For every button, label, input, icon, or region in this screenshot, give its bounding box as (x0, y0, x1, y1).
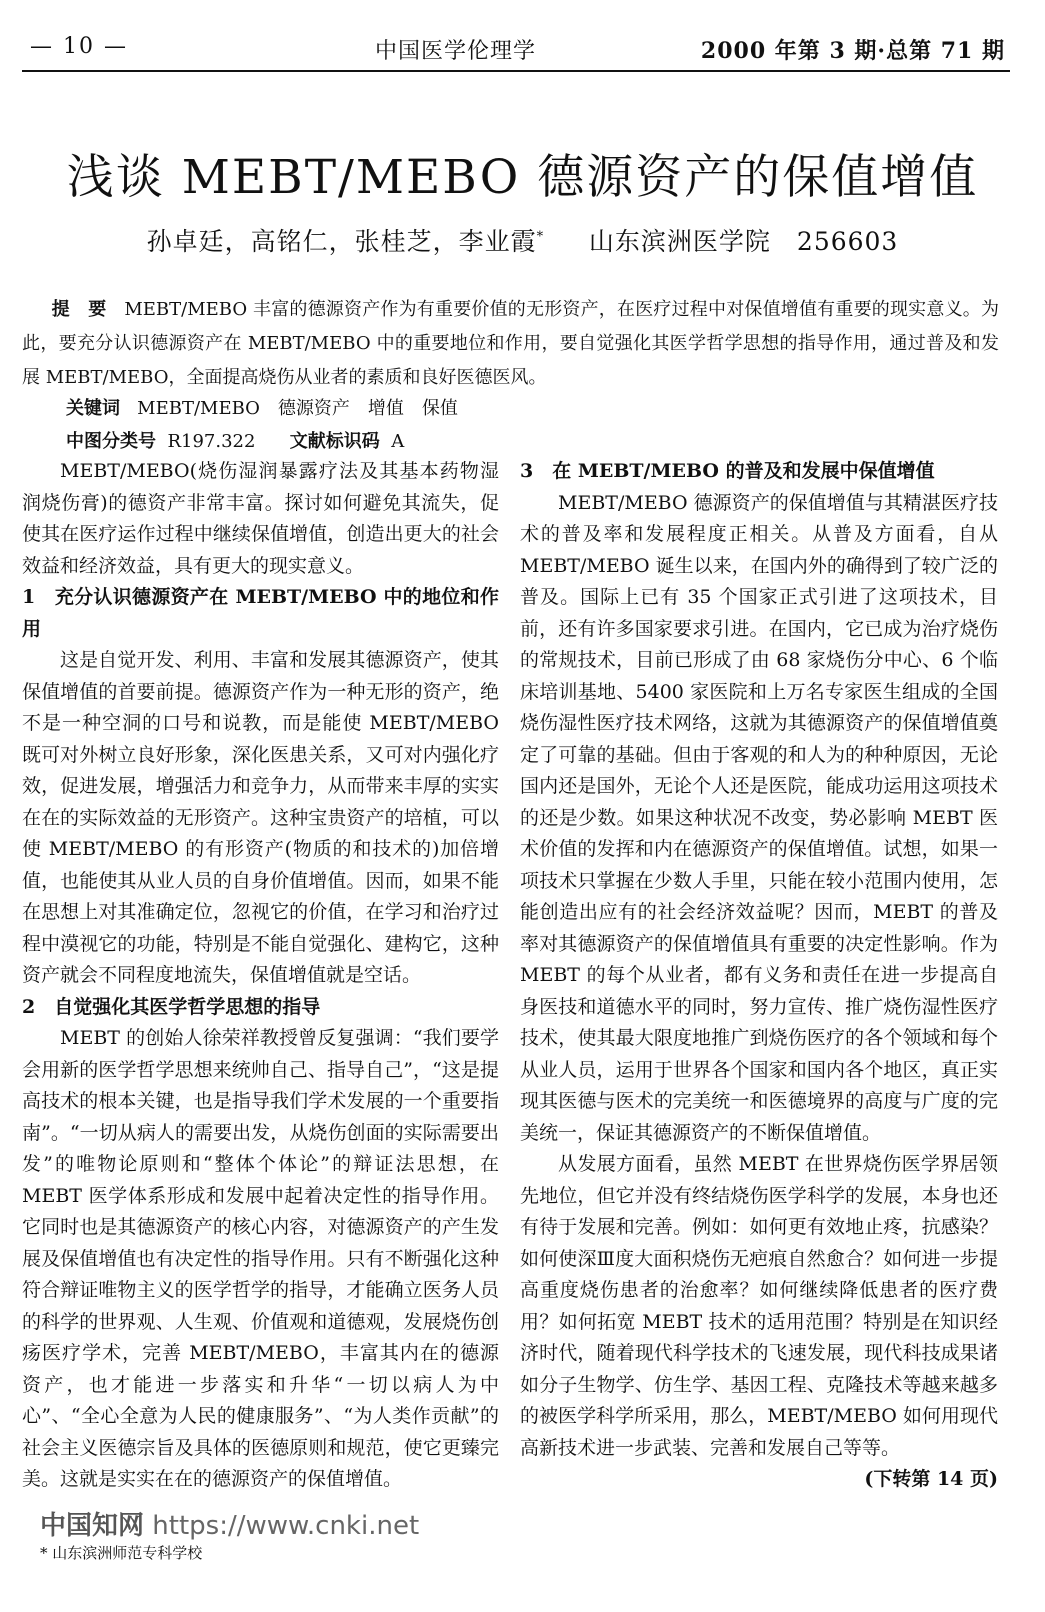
intro-paragraph: MEBT/MEBO(烧伤湿润暴露疗法及其基本药物湿润烧伤膏)的德资产非常丰富。探讨如何避免其流失，促使其在医疗运作过程中继续保值增值，创造出更大的社会效益和经济效益，具有更大的现实意义。 (22, 460, 499, 577)
journal-name: 中国医学伦理学 (375, 39, 537, 64)
page-number: — 10 — (30, 34, 128, 59)
doc-code-label: 文献标识码 (289, 431, 380, 452)
running-header (30, 34, 1005, 68)
keywords (66, 392, 458, 426)
abstract-label: 提 要 (51, 299, 113, 320)
section-1-heading: 1 充分认识德源资产在 MEBT/MEBO 中的地位和作用 (22, 586, 499, 640)
keywords-label: 关键词 (66, 398, 120, 419)
right-column (520, 456, 998, 1496)
footnote: * 山东滨洲师范专科学校 (40, 1544, 203, 1562)
issue-info: 2000 年第 3 期·总第 71 期 (700, 38, 1005, 64)
section-1-paragraph: 这是自觉开发、利用、丰富和发展其德源资产，使其保值增值的首要前提。德源资产作为一种无形的资产，绝不是一种空洞的口号和说教，而是能使 MEBT/MEBO 既可对外树立良好形象，深化医患关系，又可对内强化疗效，促进发展，增强活力和竞争力，从而带来丰厚的实实在在的实际效益的无形资产。这种宝贵资产的培植，可以使 MEBT/MEBO 的有形资产(物质的和技术的)加倍增值，也能使其从业人员的自身价值增值。因而，如果不能在思想上对其准确定位，忽视它的价值，在学习和治疗过程中漠视它的功能，特别是不能自觉强化、建构它，这种资产就会不同程度地流失，保值增值就是空话。 (22, 649, 499, 986)
watermark-url: https://www.cnki.net (152, 1511, 420, 1541)
affiliation: 山东滨洲医学院 256603 (588, 227, 899, 256)
clc-label: 中图分类号 (66, 431, 156, 452)
abstract-text: MEBT/MEBO 丰富的德源资产作为有重要价值的无形资产，在医疗过程中对保值增值有重要的现实意义。为此，要充分认识德源资产在 MEBT/MEBO 中的重要地位和作用，要自觉强化其医学哲学思想的指导作用，通过普及和发展 MEBT/MEBO，全面提高烧伤从业者的素质和良好医德医风。 (22, 299, 999, 388)
abstract (22, 293, 999, 395)
section-3-heading: 3 在 MEBT/MEBO 的普及和发展中保值增值 (520, 460, 935, 482)
section-2-heading: 2 自觉强化其医学哲学思想的指导 (22, 995, 321, 1018)
section-3-paragraph-2: 从发展方面看，虽然 MEBT 在世界烧伤医学界居领先地位，但它并没有终结烧伤医学科学的发展，本身也还有待于发展和完善。例如：如何更有效地止疼，抗感染？如何使深Ⅲ度大面积烧伤无疤痕自然愈合？如何进一步提高重度烧伤患者的治愈率？如何继续降低患者的医疗费用？如何拓宽 MEBT 技术的适用范围？特别是在知识经济时代，随着现代科学技术的飞速发展，现代科技成果诸如分子生物学、仿生学、基因工程、克隆技术等越来越多的被医学科学所采用，那么，MEBT/MEBO 如何用现代高新技术进一步武装、完善和发展自己等等。 (520, 1153, 998, 1459)
left-column (22, 456, 499, 1496)
article-title: 浅谈 MEBT/MEBO 德源资产的保值增值 (66, 150, 979, 205)
author-footnote-mark: * (536, 229, 545, 245)
clc-code: R197.322 (167, 431, 256, 452)
author-line (0, 222, 1045, 258)
keywords-text: MEBT/MEBO 德源资产 增值 保值 (137, 398, 458, 419)
section-2-paragraph: MEBT 的创始人徐荣祥教授曾反复强调：“我们要学会用新的医学哲学思想来统帅自己、指导自己”，“这是提高技术的根本关键，也是指导我们学术发展的一个重要指南”。“一切从病人的需要出发，从烧伤创面的实际需要出发”的唯物论原则和“整体个体论”的辩证法思想，在 MEBT 医学体系形成和发展中起着决定性的指导作用。它同时也是其德源资产的核心内容，对德源资产的产生发展及保值增值也有决定性的指导作用。只有不断强化这种符合辩证唯物主义的医学哲学的指导，才能确立医务人员的科学的世界观、人生观、价值观和道德观，发展烧伤创疡医疗学术，完善 MEBT/MEBO，丰富其内在的德源资产，也才能进一步落实和升华“一切以病人为中心”、“全心全意为人民的健康服务”、“为人类作贡献”的社会主义医德宗旨及具体的医德原则和规范，使它更臻完美。这就是实实在在的德源资产的保值增值。 (22, 1027, 499, 1490)
header-rule (22, 70, 1010, 72)
cnki-watermark (40, 1505, 419, 1542)
doc-code: A (391, 431, 405, 452)
authors: 孙卓廷，高铭仁，张桂芝，李业霞 (146, 227, 537, 256)
watermark-brand: 中国知网 (40, 1511, 145, 1541)
section-3-paragraph-1: MEBT/MEBO 德源资产的保值增值与其精湛医疗技术的普及率和发展程度正相关。从普及方面看，自从 MEBT/MEBO 诞生以来，在国内外的确得到了较广泛的普及。国际上已有 35 个国家正式引进了这项技术，目前，还有许多国家要求引进。在国内，它已成为治疗烧伤的常规技术，目前已形成了由 68 家烧伤分中心、6 个临床培训基地、5400 家医院和上万名专家医生组成的全国烧伤湿性医疗技术网络，这就为其德源资产的保值增值奠定了可靠的基础。但由于客观的和人为的种种原因，无论国内还是国外，无论个人还是医院，能成功运用这项技术的还是少数。如果这种状况不改变，势必影响 MEBT 医术价值的发挥和内在德源资产的保值增值。试想，如果一项技术只掌握在少数人手里，只能在较小范围内使用，怎能创造出应有的社会经济效益呢？因而，MEBT 的普及率对其德源资产的保值增值具有重要的决定性影响。作为 MEBT 的每个从业者，都有义务和责任在进一步提高自身医技和道德水平的同时，努力宣传、推广烧伤湿性医疗技术，使其最大限度地推广到烧伤医疗的各个领域和每个从业人员，运用于世界各个国家和国内各个地区，真正实现其医德与医术的完美统一和医德境界的高度与广度的完美统一，保证其德源资产的不断保值增值。 (520, 491, 998, 1144)
continued-note: (下转第 14 页) (864, 1468, 998, 1490)
classification (66, 425, 404, 459)
